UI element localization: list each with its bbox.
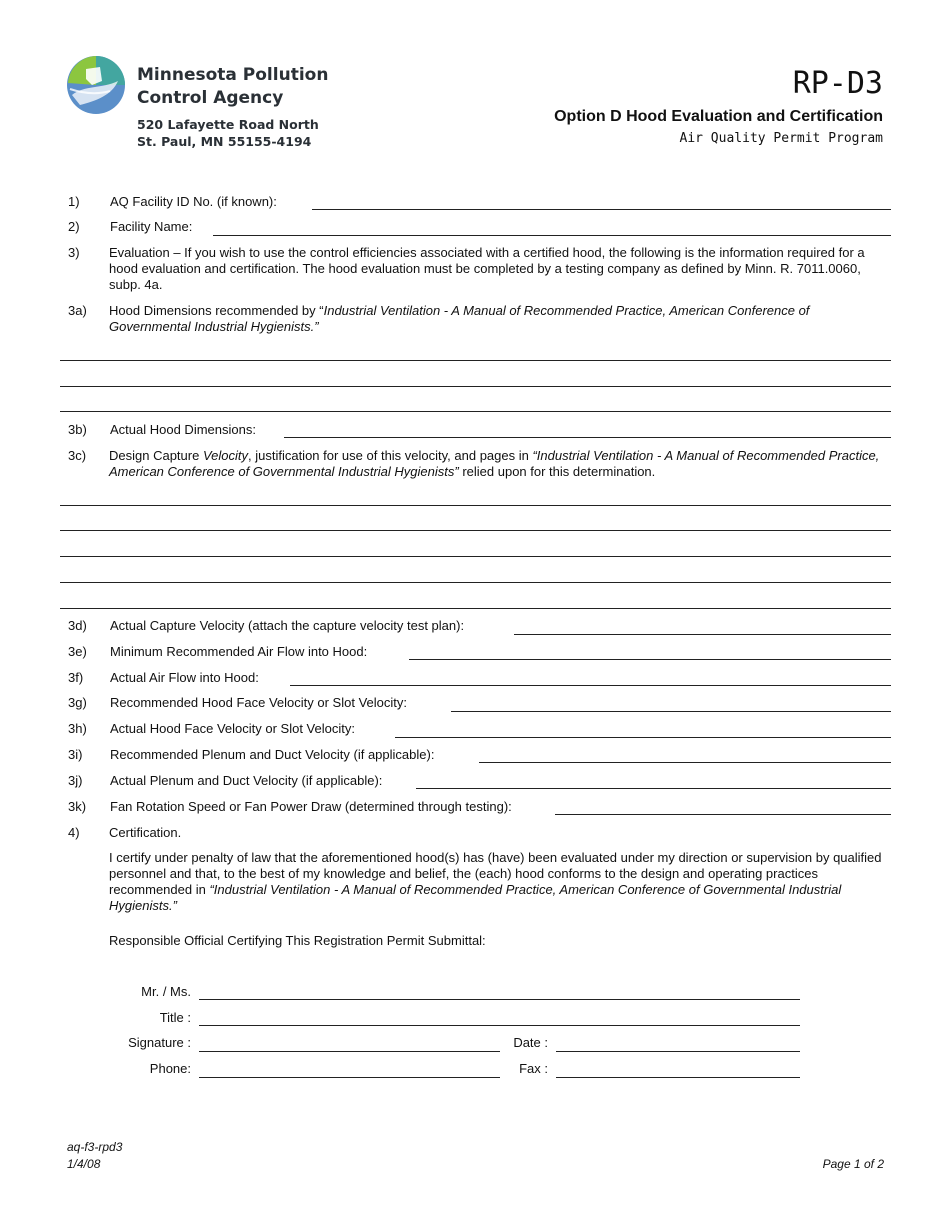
design-capture-velocity-line-4[interactable]: [60, 582, 891, 583]
fan-rotation-speed-field[interactable]: [555, 814, 891, 815]
page-subtitle: Air Quality Permit Program: [679, 131, 883, 146]
mpca-logo-icon: [66, 55, 128, 117]
item-3c-number: 3c): [68, 448, 87, 463]
certification-statement-text: I certify under penalty of law that the aforementioned hood(s) has (have) been evaluated under my direction or supervision by qualified personnel and that, to the best of my knowledge and belief, the (each) hood conforms to the design and operating practices recommended in: [109, 850, 882, 897]
actual-air-flow-field[interactable]: [290, 685, 891, 686]
mr-ms-label: Mr. / Ms.: [141, 984, 191, 999]
item-3k-number: 3k): [68, 799, 87, 814]
phone-field[interactable]: [199, 1077, 500, 1078]
item-3h-number: 3h): [68, 721, 87, 736]
responsible-official-label: Responsible Official Certifying This Registration Permit Submittal:: [109, 933, 486, 948]
item-1-number: 1): [68, 194, 80, 209]
actual-duct-velocity-field[interactable]: [416, 788, 891, 789]
item-3a-number: 3a): [68, 303, 87, 318]
footer-page-number: Page 1 of 2: [822, 1157, 884, 1171]
design-capture-velocity-line-3[interactable]: [60, 556, 891, 557]
phone-label: Phone:: [149, 1061, 191, 1076]
item-4-number: 4): [68, 825, 80, 840]
item-3-text: Evaluation – If you wish to use the control efficiencies associated with a certified hood, the following is the information required for a hood evaluation and certification. The hood evaluation must be completed by a testing company as defined by Minn. R. 7011.0060, subp. 4a.: [109, 245, 865, 292]
fax-field[interactable]: [556, 1077, 800, 1078]
recommended-face-velocity-field[interactable]: [451, 711, 891, 712]
item-3k-label: Fan Rotation Speed or Fan Power Draw (determined through testing):: [110, 799, 512, 814]
item-3d-number: 3d): [68, 618, 87, 633]
facility-name-field[interactable]: [213, 235, 891, 236]
item-3a-prefix: Hood Dimensions recommended by “: [109, 303, 324, 318]
item-3i-label: Recommended Plenum and Duct Velocity (if applicable):: [110, 747, 435, 762]
item-1-label: AQ Facility ID No. (if known):: [110, 194, 277, 209]
fax-label: Fax :: [519, 1061, 548, 1076]
item-3-number: 3): [68, 245, 80, 260]
certification-reference: “Industrial Ventilation - A Manual of Recommended Practice, American Conference of Governmental Industrial Hygienists.”: [109, 882, 842, 913]
actual-capture-velocity-field[interactable]: [514, 634, 891, 635]
hood-dimensions-recommended-line-2[interactable]: [60, 386, 891, 387]
item-3j-label: Actual Plenum and Duct Velocity (if applicable):: [110, 773, 383, 788]
item-3i-number: 3i): [68, 747, 83, 762]
item-3b-number: 3b): [68, 422, 87, 437]
agency-name-line1: Minnesota Pollution: [137, 65, 329, 85]
item-3c-prefix: Design Capture: [109, 448, 203, 463]
min-recommended-air-flow-field[interactable]: [409, 659, 891, 660]
page-title: Option D Hood Evaluation and Certification: [554, 108, 883, 125]
item-3b-label: Actual Hood Dimensions:: [110, 422, 256, 437]
item-3a-text: [109, 303, 889, 335]
item-3g-label: Recommended Hood Face Velocity or Slot Velocity:: [110, 695, 407, 710]
actual-face-velocity-field[interactable]: [395, 737, 891, 738]
item-3c-velocity: Velocity: [202, 448, 248, 463]
actual-hood-dimensions-field[interactable]: [284, 437, 891, 438]
certification-statement: [109, 850, 889, 914]
date-label: Date :: [513, 1035, 548, 1050]
item-3a-reference: Industrial Ventilation - A Manual of Recommended Practice, American Conference of Governmental Industrial Hygienists.”: [109, 303, 810, 334]
mr-ms-field[interactable]: [199, 999, 800, 1000]
date-field[interactable]: [556, 1051, 800, 1052]
recommended-duct-velocity-field[interactable]: [479, 762, 891, 763]
title-label: Title :: [159, 1010, 191, 1025]
item-2-label: Facility Name:: [110, 219, 193, 234]
item-3c-text: [109, 448, 889, 480]
design-capture-velocity-line-2[interactable]: [60, 530, 891, 531]
footer-form-id: aq-f3-rpd3: [67, 1140, 123, 1154]
form-code: RP-D3: [792, 66, 883, 101]
item-3c-middle: , justification for use of this velocity, and pages in: [248, 448, 533, 463]
item-3f-number: 3f): [68, 670, 84, 685]
facility-id-field[interactable]: [312, 209, 891, 210]
agency-address-line1: 520 Lafayette Road North: [137, 117, 319, 132]
item-3j-number: 3j): [68, 773, 83, 788]
design-capture-velocity-line-5[interactable]: [60, 608, 891, 609]
item-3e-label: Minimum Recommended Air Flow into Hood:: [110, 644, 368, 659]
item-3h-label: Actual Hood Face Velocity or Slot Velocity:: [110, 721, 355, 736]
signature-field[interactable]: [199, 1051, 500, 1052]
item-4-label: Certification.: [109, 825, 182, 840]
hood-dimensions-recommended-line-1[interactable]: [60, 360, 891, 361]
item-3d-label: Actual Capture Velocity (attach the capture velocity test plan):: [110, 618, 465, 633]
title-field[interactable]: [199, 1025, 800, 1026]
item-2-number: 2): [68, 219, 80, 234]
item-3g-number: 3g): [68, 695, 87, 710]
agency-name-line2: Control Agency: [137, 88, 284, 108]
hood-dimensions-recommended-line-3[interactable]: [60, 411, 891, 412]
design-capture-velocity-line-1[interactable]: [60, 505, 891, 506]
item-3c-suffix: relied upon for this determination.: [458, 464, 656, 479]
item-3e-number: 3e): [68, 644, 87, 659]
footer-date: 1/4/08: [67, 1157, 101, 1171]
item-3f-label: Actual Air Flow into Hood:: [110, 670, 259, 685]
agency-address-line2: St. Paul, MN 55155-4194: [137, 134, 312, 149]
agency-logo: [66, 55, 128, 117]
item-3c-reference: “Industrial Ventilation - A Manual of Recommended Practice, American Conference of Governmental Industrial Hygienists”: [109, 448, 880, 479]
signature-label: Signature :: [128, 1035, 191, 1050]
